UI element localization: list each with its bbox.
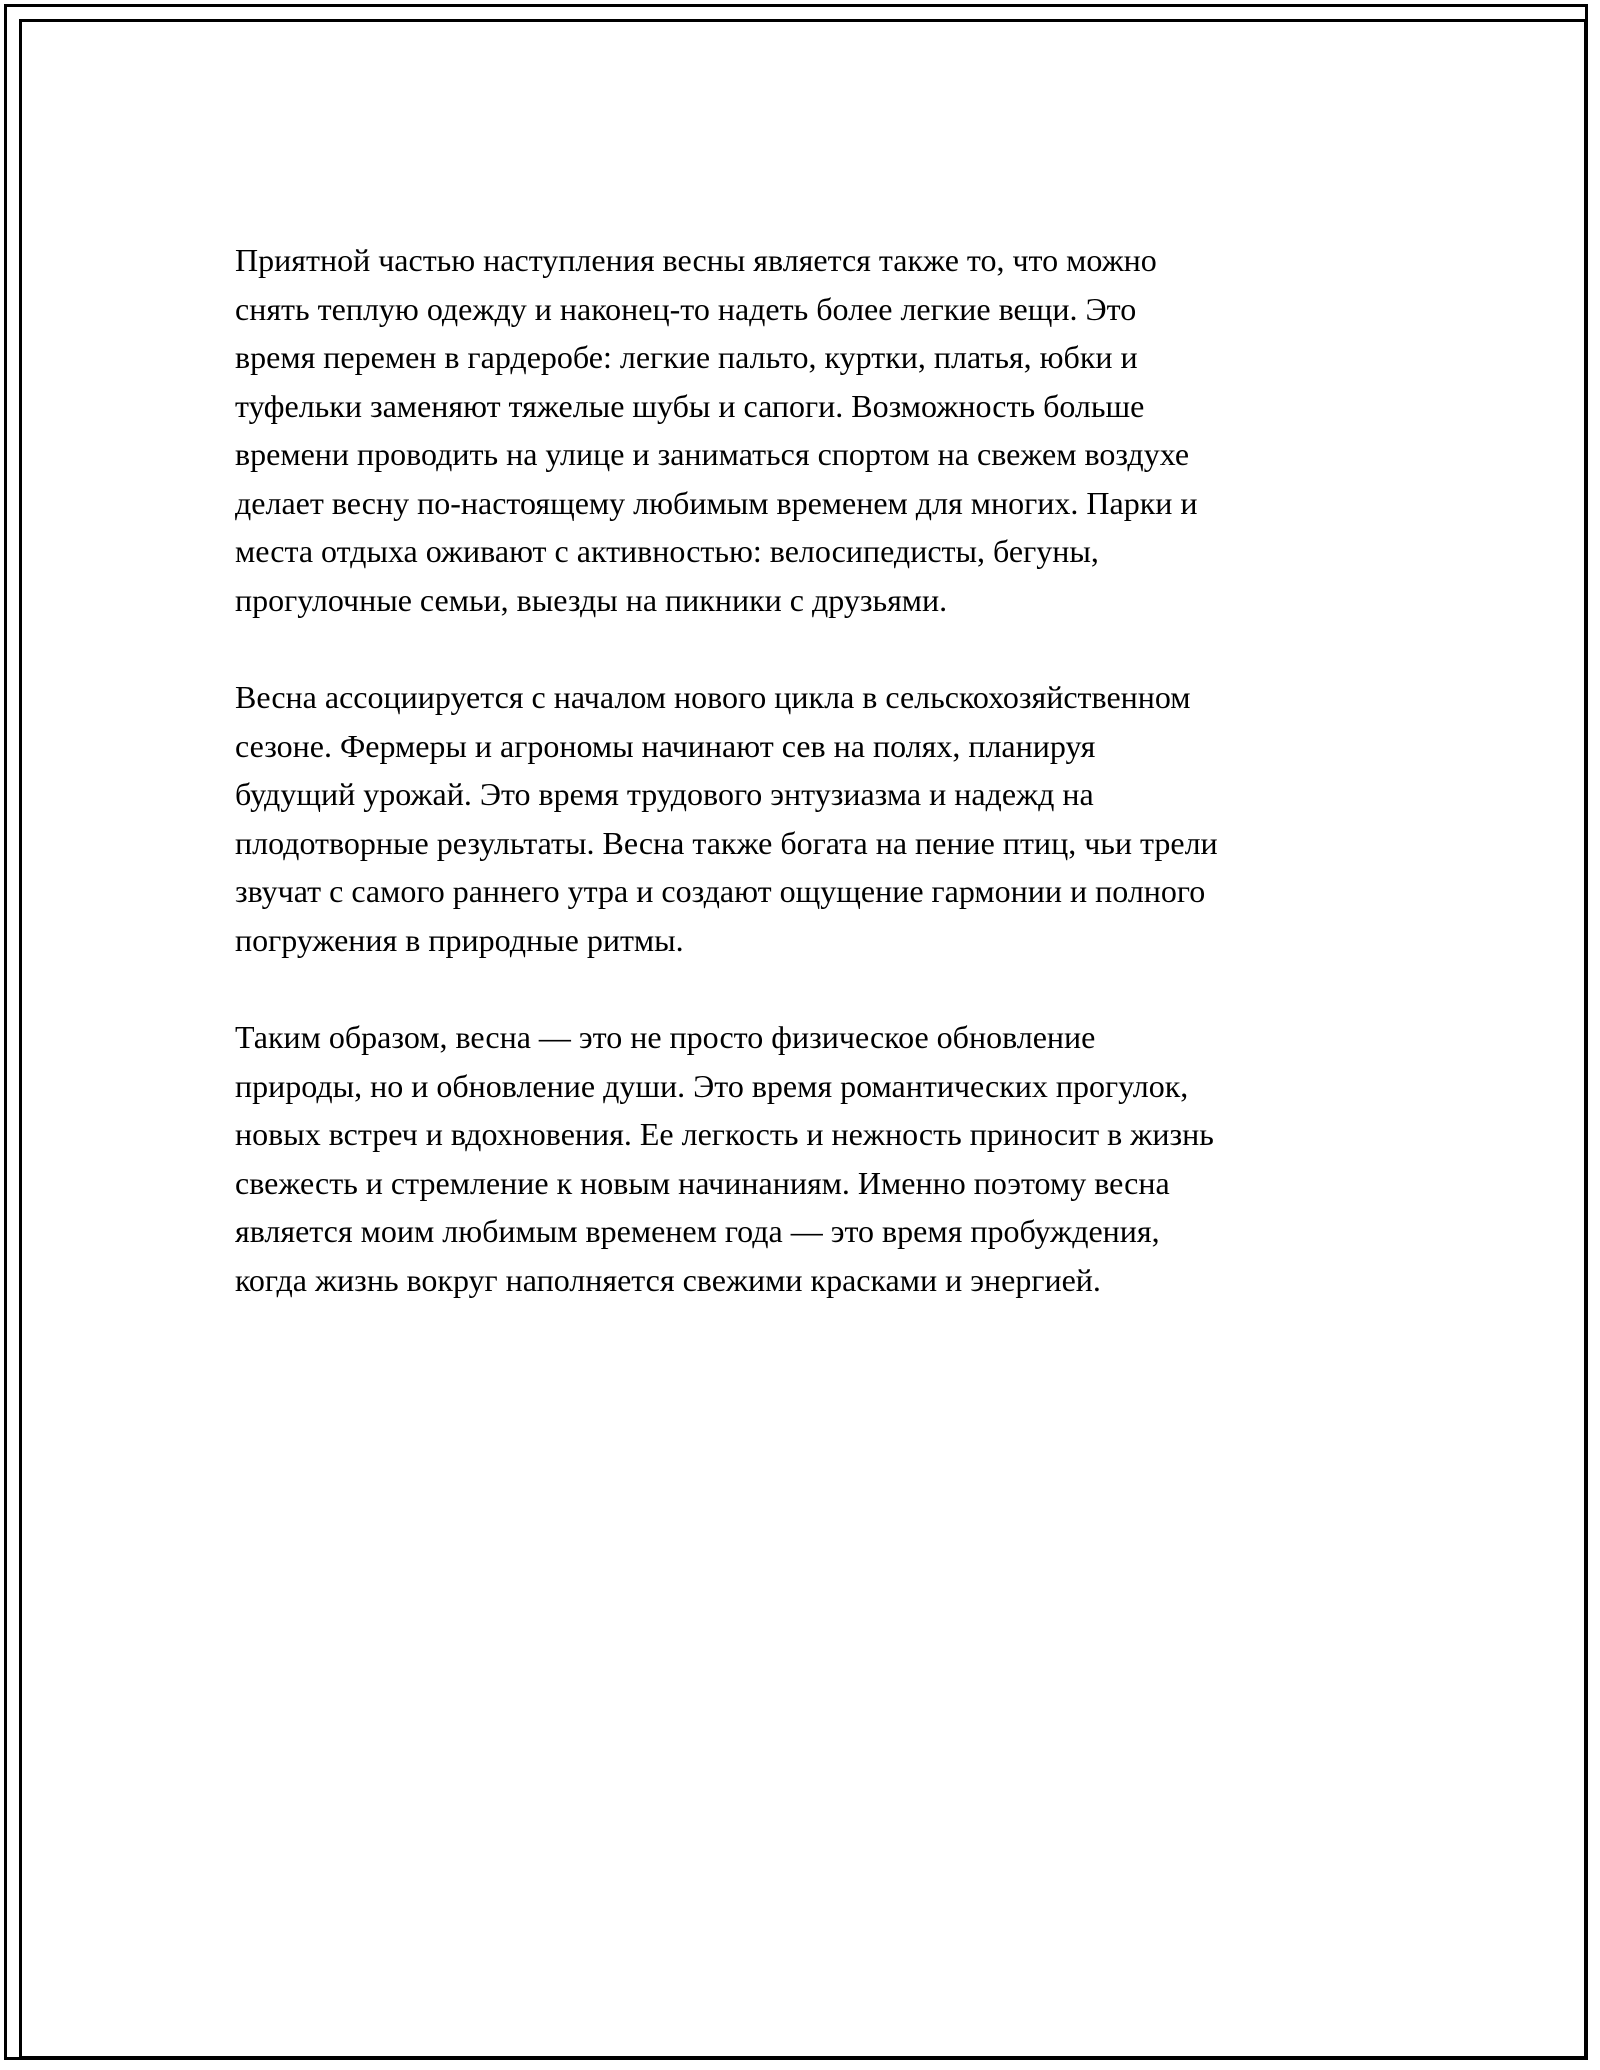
paragraph-1: Приятной частью наступления весны является также то, что можно снять теплую одежду и наконец-то надеть более легкие вещи. Это время перемен в гардеробе: легкие пальто, куртки, платья, юбки и туфельки заменяют тяжелые шубы и сапоги. Возможность больше времени проводить на улице и заниматься спортом на свежем воздухе делает весну по-настоящему любимым временем для многих. Парки и места отдыха оживают с активностью: велосипедисты, бегуны, прогулочные семьи, выезды на пикники с друзьями. <box>235 242 1198 618</box>
paragraph-2: Весна ассоциируется с началом нового цикла в сельскохозяйственном сезоне. Фермеры и агрономы начинают сев на полях, планируя будущий урожай. Это время трудового энтузиазма и надежд на плодотворные результаты. Весна также богата на пение птиц, чьи трели звучат с самого раннего утра и создают ощущение гармонии и полного погружения в природные ритмы. <box>235 679 1218 958</box>
document-body <box>235 236 1375 1353</box>
paragraph-3: Таким образом, весна — это не просто физическое обновление природы, но и обновление души. Это время романтических прогулок, новых встреч и вдохновения. Ее легкость и нежность приносит в жизнь свежесть и стремление к новым начинаниям. Именно поэтому весна является моим любимым временем года — это время пробуждения, когда жизнь вокруг наполняется свежими красками и энергией. <box>235 1019 1214 1298</box>
